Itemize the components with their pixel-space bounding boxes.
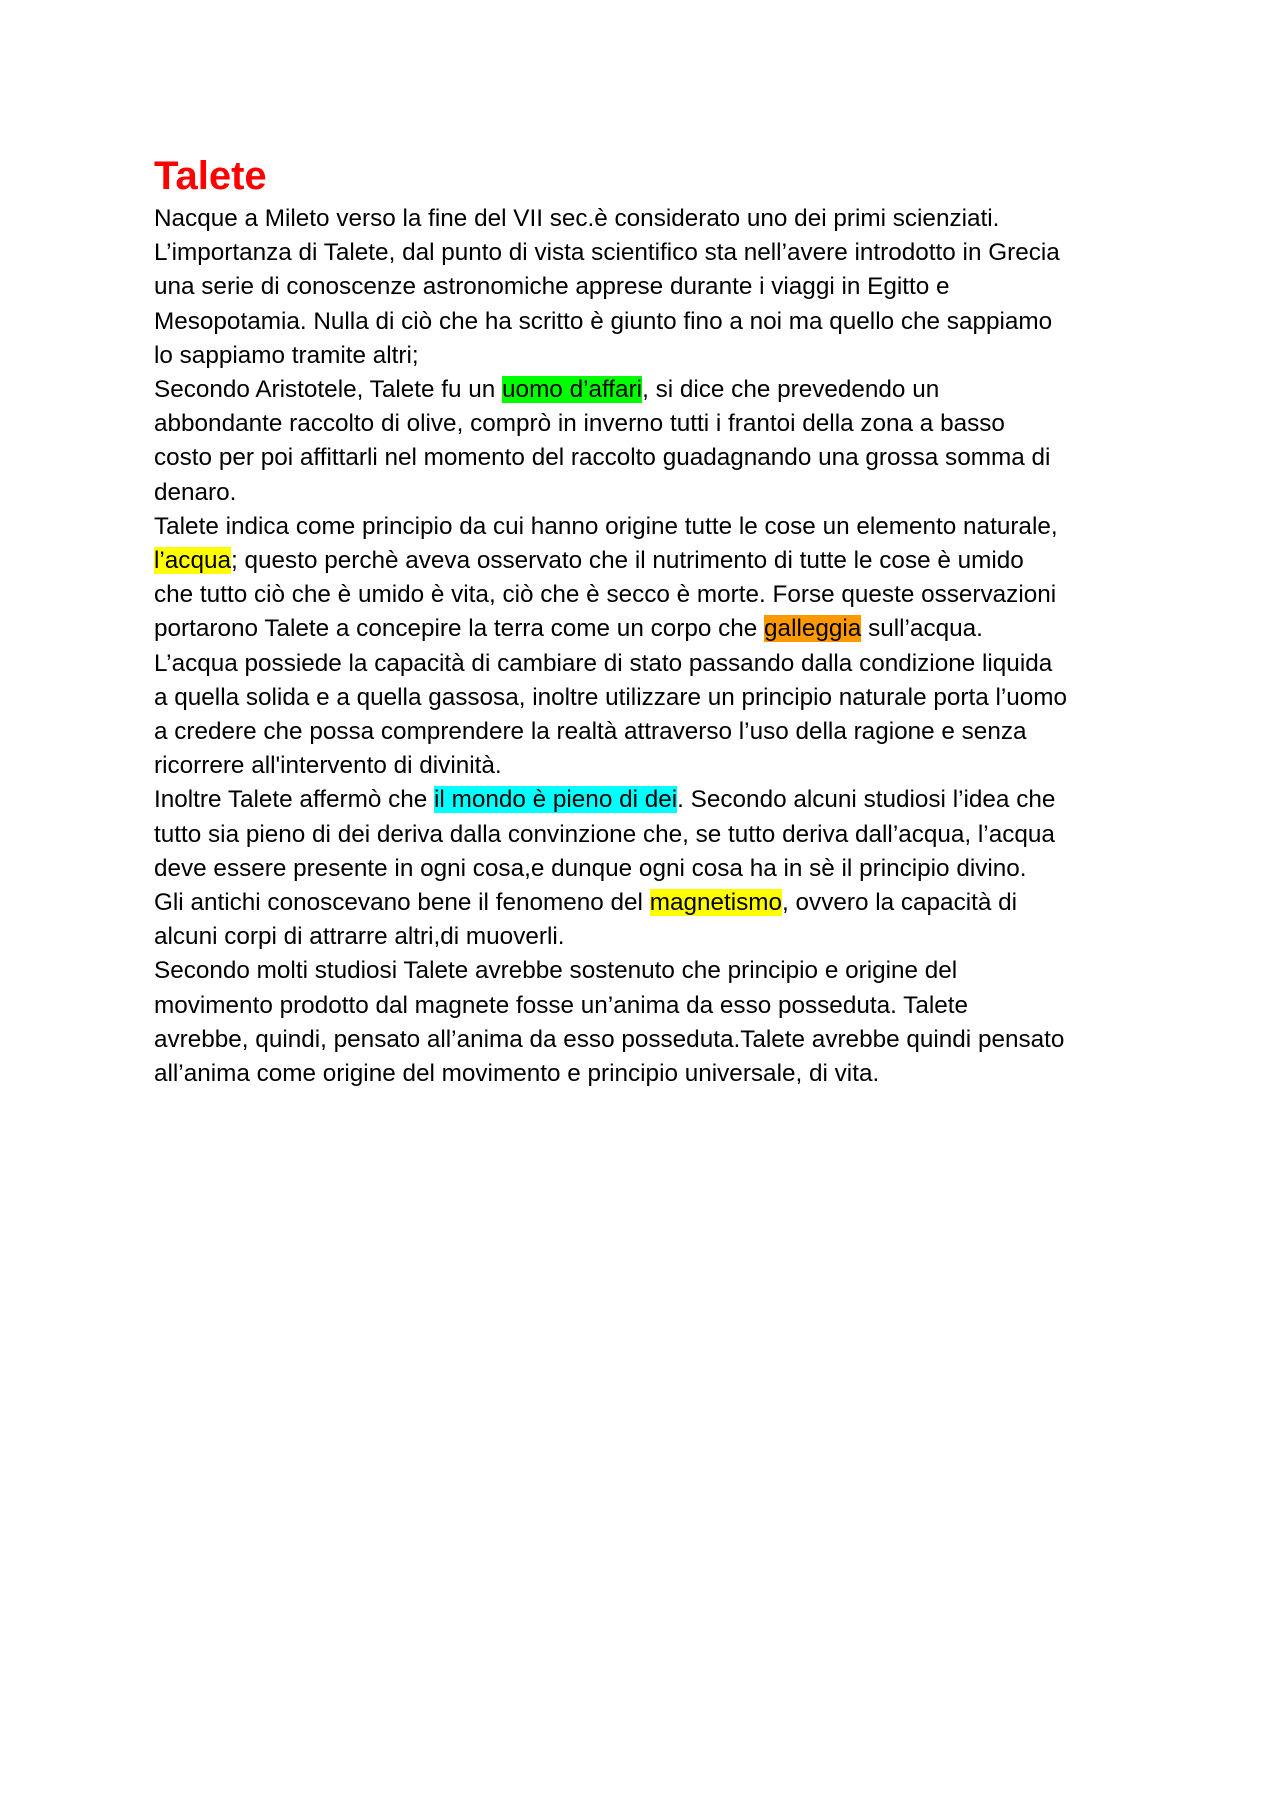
text-line: [154, 749, 1154, 783]
highlighted-text: galleggia: [764, 615, 862, 643]
text-line: [154, 270, 1154, 304]
text-line: [154, 612, 1154, 646]
text-line: [154, 578, 1154, 612]
text-segment: avrebbe, quindi, pensato all’anima da esso posseduta.Talete avrebbe quindi pensato: [154, 1025, 1065, 1053]
document-page: [154, 150, 1154, 1091]
text-segment: denaro.: [154, 478, 237, 506]
text-line: [154, 989, 1154, 1023]
text-segment: costo per poi affittarli nel momento del raccolto guadagnando una grossa somma di: [154, 444, 1051, 472]
highlighted-text: il mondo è pieno di dei: [434, 786, 678, 814]
text-line: [154, 407, 1154, 441]
text-segment: ; questo perchè aveva osservato che il nutrimento di tutte le cose è umido: [231, 547, 1024, 575]
text-line: [154, 476, 1154, 510]
text-segment: , si dice che prevedendo un: [642, 376, 940, 404]
text-segment: alcuni corpi di attrarre altri,di muoverli.: [154, 923, 565, 951]
text-line: [154, 818, 1154, 852]
text-segment: Secondo molti studiosi Talete avrebbe sostenuto che principio e origine del: [154, 957, 958, 985]
text-segment: Nacque a Mileto verso la fine del VII sec.è considerato uno dei primi scienziati.: [154, 205, 1000, 232]
text-segment: . Secondo alcuni studiosi l’idea che: [677, 786, 1056, 814]
text-line: [154, 886, 1154, 920]
text-segment: sull’acqua.: [861, 615, 983, 643]
text-segment: Talete indica come principio da cui hanno origine tutte le cose un elemento naturale,: [154, 512, 1058, 540]
document-body: [154, 202, 1154, 1091]
text-line: [154, 852, 1154, 886]
text-line: [154, 954, 1154, 988]
text-line: [154, 544, 1154, 578]
text-segment: a credere che possa comprendere la realtà attraverso l’uso della ragione e senza: [154, 718, 1027, 746]
text-segment: movimento prodotto dal magnete fosse un’anima da esso posseduta. Talete: [154, 991, 969, 1019]
text-segment: Secondo Aristotele, Talete fu un: [154, 376, 503, 404]
text-segment: L’acqua possiede la capacità di cambiare di stato passando dalla condizione liquida: [154, 649, 1053, 677]
text-line: [154, 202, 1154, 236]
text-segment: L’importanza di Talete, dal punto di vista scientifico sta nell’avere introdotto in Grecia: [154, 239, 1060, 267]
text-segment: una serie di conoscenze astronomiche apprese durante i viaggi in Egitto e: [154, 273, 950, 301]
text-segment: all’anima come origine del movimento e principio universale, di vita.: [154, 1060, 880, 1088]
highlighted-text: uomo d’affari: [502, 376, 643, 404]
text-segment: Inoltre Talete affermò che: [154, 786, 435, 814]
text-segment: portarono Talete a concepire la terra come un corpo che: [154, 615, 765, 643]
document-title: Talete: [154, 154, 267, 198]
text-line: [154, 373, 1154, 407]
text-line: [154, 510, 1154, 544]
text-segment: ricorrere all'intervento di divinità.: [154, 752, 502, 780]
text-segment: tutto sia pieno di dei deriva dalla convinzione che, se tutto deriva dall’acqua, l’acqua: [154, 820, 1055, 848]
text-segment: Mesopotamia. Nulla di ciò che ha scritto è giunto fino a noi ma quello che sappiamo: [154, 307, 1053, 335]
text-line: [154, 681, 1154, 715]
text-line: [154, 647, 1154, 681]
highlighted-text: l’acqua: [154, 547, 231, 575]
text-line: [154, 1057, 1154, 1091]
text-segment: lo sappiamo tramite altri;: [154, 341, 419, 369]
highlighted-text: magnetismo: [649, 889, 783, 917]
text-segment: deve essere presente in ogni cosa,e dunque ogni cosa ha in sè il principio divino.: [154, 854, 1027, 882]
text-line: [154, 715, 1154, 749]
text-segment: a quella solida e a quella gassosa, inoltre utilizzare un principio naturale porta l’uomo: [154, 683, 1068, 711]
text-segment: , ovvero la capacità di: [782, 889, 1018, 917]
text-line: [154, 339, 1154, 373]
text-segment: abbondante raccolto di olive, comprò in inverno tutti i frantoi della zona a basso: [154, 410, 1005, 438]
text-segment: che tutto ciò che è umido è vita, ciò che è secco è morte. Forse queste osservazioni: [154, 581, 1057, 609]
text-segment: Gli antichi conoscevano bene il fenomeno del: [154, 889, 650, 917]
text-line: [154, 236, 1154, 270]
text-line: [154, 920, 1154, 954]
text-line: [154, 305, 1154, 339]
text-line: [154, 441, 1154, 475]
text-line: [154, 783, 1154, 817]
text-line: [154, 1023, 1154, 1057]
